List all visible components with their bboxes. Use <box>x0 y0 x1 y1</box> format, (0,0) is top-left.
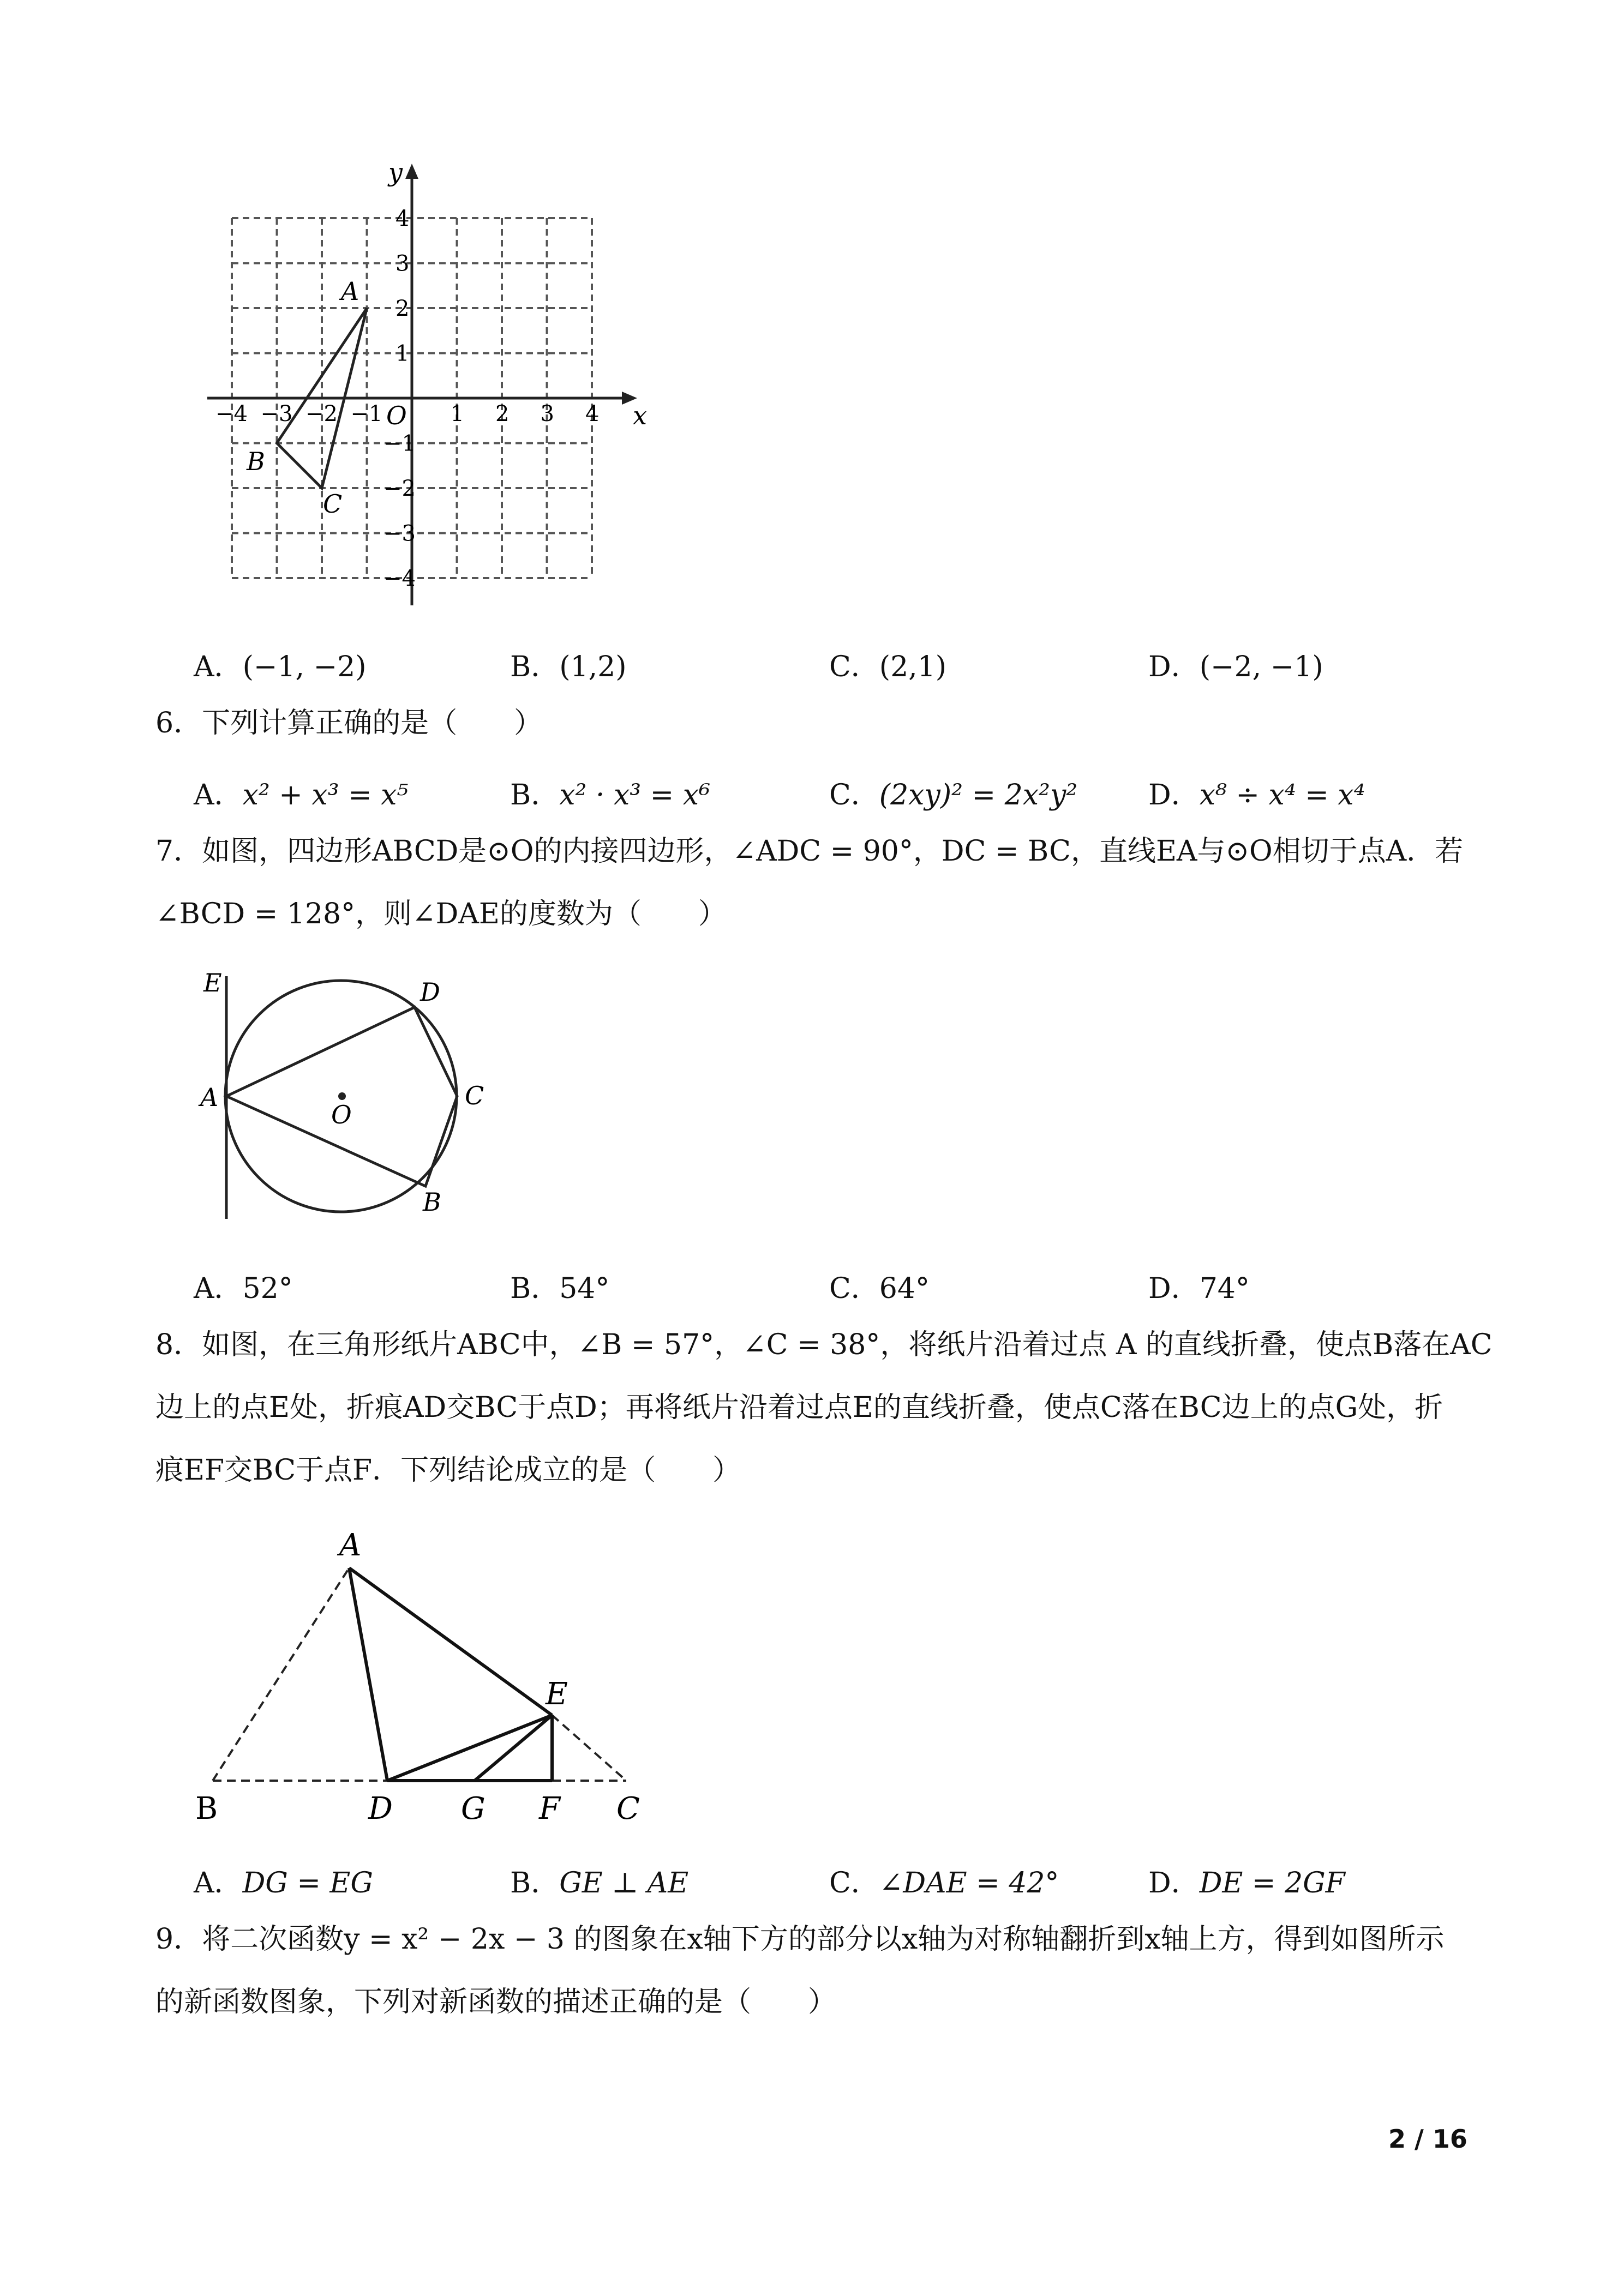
x-tick-label: −4 <box>215 401 248 426</box>
q7-option-a <box>194 1265 293 1306</box>
option-letter: C． <box>829 1272 879 1305</box>
q7-stem-line1: 7．如图，四边形ABCD是⊙O的内接四边形，∠ADC = 90°，DC = BC，直线EA与⊙O相切于点A．若 <box>155 835 1464 868</box>
option-letter: D． <box>1148 1867 1200 1900</box>
q9-stem-line2: 的新函数图象，下列对新函数的描述正确的是（ ） <box>155 1986 837 2018</box>
y-axis-arrow <box>405 164 418 179</box>
label-c: C <box>465 1081 484 1110</box>
label-c: C <box>616 1791 640 1826</box>
option-text: 54° <box>559 1272 610 1305</box>
q7-option-c <box>829 1265 930 1306</box>
option-text: DG = EG <box>242 1867 373 1900</box>
circle-figure <box>194 960 532 1233</box>
option-letter: A． <box>194 651 243 683</box>
option-text: 74° <box>1199 1272 1250 1305</box>
q6-option-a <box>194 772 408 813</box>
dashed-ab <box>213 1568 349 1781</box>
coordinate-grid-figure <box>185 158 655 611</box>
q6-option-c <box>829 772 1077 813</box>
option-text: x² + x³ = x⁵ <box>242 779 409 812</box>
y-tick-label: 1 <box>395 341 410 366</box>
y-tick-label: 3 <box>395 251 410 277</box>
option-letter: B． <box>510 1272 560 1305</box>
option-text: ∠DAE = 42° <box>879 1867 1059 1900</box>
q5-option-a <box>194 644 367 684</box>
label-d: D <box>420 977 440 1007</box>
option-letter: D． <box>1148 1272 1200 1305</box>
x-tick-label: 2 <box>495 401 510 426</box>
label-e: E <box>203 968 222 997</box>
option-text: x⁸ ÷ x⁴ = x⁴ <box>1199 779 1365 812</box>
q5-option-c <box>829 644 946 684</box>
segment-ge <box>475 1715 552 1781</box>
dashed-ec <box>552 1715 626 1781</box>
label-b: B <box>423 1187 441 1217</box>
q5-option-b <box>510 644 627 684</box>
point-a-label: A <box>341 277 359 306</box>
option-text: (1,2) <box>559 651 627 683</box>
label-e: E <box>546 1676 568 1712</box>
option-text: (−2, −1) <box>1199 651 1323 683</box>
option-letter: C． <box>829 651 879 683</box>
option-text: 64° <box>879 1272 930 1305</box>
option-letter: B． <box>510 651 560 683</box>
option-letter: B． <box>510 779 560 812</box>
x-tick-label: 3 <box>540 401 554 426</box>
x-tick-label: −3 <box>260 401 293 426</box>
option-text: (2xy)² = 2x²y² <box>879 779 1078 812</box>
label-f: F <box>539 1791 560 1826</box>
option-text: (2,1) <box>879 651 947 683</box>
center-dot <box>338 1092 346 1100</box>
q9-stem-line1: 9．将二次函数y = x² − 2x − 3 的图象在x轴下方的部分以x轴为对称轴翻折到x轴上方，得到如图所示 <box>155 1923 1445 1956</box>
x-tick-labels <box>215 401 599 426</box>
option-text: GE ⊥ AE <box>559 1867 689 1900</box>
x-axis-label: x <box>633 401 647 430</box>
origin-label: O <box>386 401 407 430</box>
option-letter: D． <box>1148 651 1200 683</box>
q8-option-a <box>194 1860 373 1901</box>
q8-stem-line1: 8．如图，在三角形纸片ABC中，∠B = 57°，∠C = 38°，将纸片沿着过点 A 的直线折叠，使点B落在AC <box>155 1329 1493 1361</box>
option-letter: C． <box>829 1867 879 1900</box>
q6-option-d <box>1148 772 1365 813</box>
q6-stem: 6．下列计算正确的是（ ） <box>155 707 543 740</box>
y-tick-label: −2 <box>383 476 416 501</box>
y-axis-label: y <box>388 158 403 187</box>
label-a: A <box>339 1528 362 1563</box>
segment-ad <box>349 1568 387 1781</box>
label-a: A <box>200 1083 219 1112</box>
segment-ae <box>349 1568 552 1715</box>
q8-stem-line2: 边上的点E处，折痕AD交BC于点D；再将纸片沿着过点E的直线折叠，使点C落在BC边上的点G处，折 <box>155 1391 1443 1424</box>
y-tick-label: −3 <box>383 521 416 546</box>
x-tick-label: −1 <box>350 401 383 426</box>
option-text: DE = 2GF <box>1199 1867 1345 1900</box>
option-letter: B． <box>510 1867 560 1900</box>
label-b: B <box>195 1791 218 1826</box>
q8-option-b <box>510 1860 688 1901</box>
y-tick-label: 4 <box>395 206 410 231</box>
q7-option-d <box>1148 1265 1250 1306</box>
label-g: G <box>461 1791 486 1826</box>
point-b-label: B <box>247 447 265 476</box>
y-tick-label: −1 <box>383 431 416 456</box>
q7-option-b <box>510 1265 609 1306</box>
q8-option-d <box>1148 1860 1345 1901</box>
x-tick-label: 4 <box>585 401 600 426</box>
q7-stem-line2: ∠BCD = 128°，则∠DAE的度数为（ ） <box>155 898 727 930</box>
x-tick-label: −2 <box>305 401 338 426</box>
label-d: D <box>368 1791 393 1826</box>
option-letter: A． <box>194 1867 243 1900</box>
y-tick-label: −4 <box>383 566 416 591</box>
q8-option-c <box>829 1860 1059 1901</box>
x-tick-label: 1 <box>450 401 464 426</box>
point-c-label: C <box>323 489 343 519</box>
q8-stem-line3: 痕EF交BC于点F．下列结论成立的是（ ） <box>155 1454 741 1487</box>
y-tick-label: 2 <box>395 296 410 321</box>
option-text: x² · x³ = x⁶ <box>559 779 710 812</box>
option-letter: A． <box>194 1272 243 1305</box>
option-text: (−1, −2) <box>242 651 367 683</box>
page-number: 2 / 16 <box>1388 2124 1467 2154</box>
option-letter: C． <box>829 779 879 812</box>
option-letter: D． <box>1148 779 1200 812</box>
q6-option-b <box>510 772 710 813</box>
q5-option-d <box>1148 644 1323 684</box>
option-letter: A． <box>194 779 243 812</box>
option-text: 52° <box>242 1272 293 1305</box>
folding-triangle-figure <box>185 1516 666 1827</box>
label-o: O <box>331 1100 352 1129</box>
segment-de <box>387 1715 552 1781</box>
